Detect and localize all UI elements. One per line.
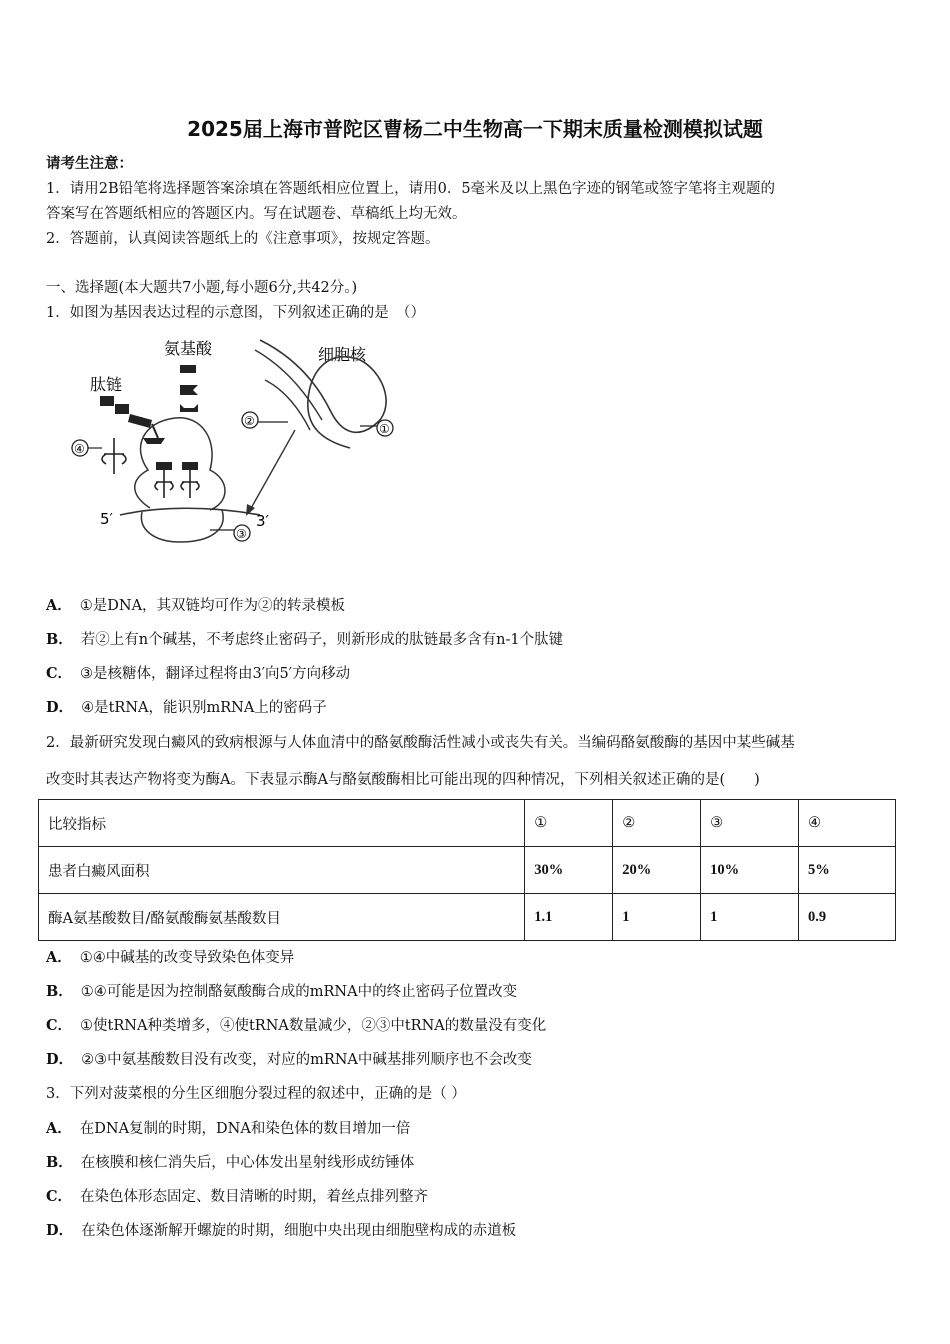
amino-acid-1: [180, 365, 196, 373]
q3-option-b: B． 在核膜和核仁消失后，中心体发出星射线形成纺锤体: [46, 1154, 415, 1171]
amino-acid-3: [180, 404, 198, 412]
gene-expression-figure: [60, 330, 410, 560]
table-cell: ②: [613, 800, 701, 847]
q2-option-b: B． ①④可能是因为控制酪氨酸酶合成的mRNA中的终止密码子位置改变: [46, 983, 518, 1000]
table-row: [39, 847, 896, 894]
table-cell: 20%: [613, 847, 701, 894]
table-cell: 1.1: [525, 894, 613, 941]
table-cell: ①: [525, 800, 613, 847]
page-title: 2025届上海市普陀区曹杨二中生物高一下期末质量检测模拟试题: [187, 117, 763, 141]
q2-stem-line-2: 改变时其表达产物将变为酶A。下表显示酶A与酪氨酸酶相比可能出现的四种情况，下列相关叙述正确的是( ): [46, 772, 760, 788]
section-heading: 一、选择题(本大题共7小题,每小题6分,共42分。): [46, 280, 358, 296]
q1-option-d: D． ④是tRNA，能识别mRNA上的密码子: [46, 699, 327, 716]
q2-option-c: C． ①使tRNA种类增多，④使tRNA数量减少，②③中tRNA的数量没有变化: [46, 1017, 547, 1034]
transport-arrow: [250, 430, 295, 510]
table-cell: ④: [799, 800, 896, 847]
notice-line-1b: 答案写在答题纸相应的答题区内。写在试题卷、草稿纸上均无效。: [46, 206, 467, 222]
peptide-end: [143, 438, 165, 444]
dna-strand-2: [255, 350, 322, 420]
notice-line-2: 2．答题前，认真阅读答题纸上的《注意事项》，按规定答题。: [46, 231, 440, 247]
peptide-unit-1: [100, 396, 114, 406]
q2-option-d: D． ②③中氨基酸数目没有改变，对应的mRNA中碱基排列顺序也不会改变: [46, 1051, 532, 1068]
notice-heading: 请考生注意：: [46, 155, 133, 172]
ribosome-large-outline: [141, 510, 223, 542]
table-cell: 10%: [701, 847, 799, 894]
table-header-row: [39, 800, 896, 847]
trna-in-ribosome-2: [181, 462, 199, 498]
table-cell: 酶A氨基酸数目/酪氨酸酶氨基酸数目: [39, 894, 525, 941]
table-cell: 30%: [525, 847, 613, 894]
marker-4: ④: [74, 442, 85, 456]
q3-option-a: A． 在DNA复制的时期，DNA和染色体的数目增加一倍: [46, 1120, 411, 1137]
comparison-table: [38, 799, 896, 941]
peptide-unit-3: [128, 414, 152, 428]
marker-1: ①: [379, 422, 390, 436]
table-cell: ③: [701, 800, 799, 847]
q3-option-c: C． 在染色体形态固定、数目清晰的时期，着丝点排列整齐: [46, 1188, 429, 1205]
table-cell: 5%: [799, 847, 896, 894]
table-cell: 比较指标: [39, 800, 525, 847]
trna-in-ribosome-1: [155, 462, 173, 498]
ribosome-small-outline: [135, 418, 225, 510]
q1-option-b: B． 若②上有n个碱基，不考虑终止密码子，则新形成的肽链最多含有n-1个肽键: [46, 631, 564, 648]
label-amino-acid: 氨基酸: [164, 339, 213, 358]
label-3-prime: 3′: [256, 512, 269, 530]
label-nucleus: 细胞核: [318, 345, 367, 364]
label-peptide: 肽链: [90, 375, 123, 394]
marker-3: ③: [236, 527, 247, 541]
marker-2: ②: [244, 414, 255, 428]
table-cell: 0.9: [799, 894, 896, 941]
amino-acid-2: [180, 385, 198, 395]
q1-option-a: A． ①是DNA，其双链均可作为②的转录模板: [46, 597, 346, 614]
trna-free: [102, 438, 126, 474]
q3-option-d: D． 在染色体逐渐解开螺旋的时期，细胞中央出现由细胞壁构成的赤道板: [46, 1222, 517, 1239]
q2-option-a: A． ①④中碱基的改变导致染色体变异: [46, 949, 295, 966]
table-cell: 1: [701, 894, 799, 941]
table-cell: 1: [613, 894, 701, 941]
table-row: [39, 894, 896, 941]
q1-stem: 1．如图为基因表达过程的示意图，下列叙述正确的是 （）: [46, 305, 425, 321]
peptide-unit-2: [115, 404, 129, 414]
table-cell: 患者白癜风面积: [39, 847, 525, 894]
q2-stem-line-1: 2．最新研究发现白癜风的致病根源与人体血清中的酪氨酸酶活性减小或丧失有关。当编码酪氨酸酶的基因中某些碱基: [46, 735, 795, 751]
notice-line-1: 1．请用2B铅笔将选择题答案涂填在答题纸相应位置上，请用0．5毫米及以上黑色字迹的钢笔或签字笔将主观题的: [46, 181, 776, 197]
q1-option-c: C． ③是核糖体，翻译过程将由3′向5′方向移动: [46, 665, 351, 682]
label-5-prime: 5′: [100, 510, 113, 528]
q3-stem: 3．下列对菠菜根的分生区细胞分裂过程的叙述中，正确的是（ ）: [46, 1086, 466, 1102]
